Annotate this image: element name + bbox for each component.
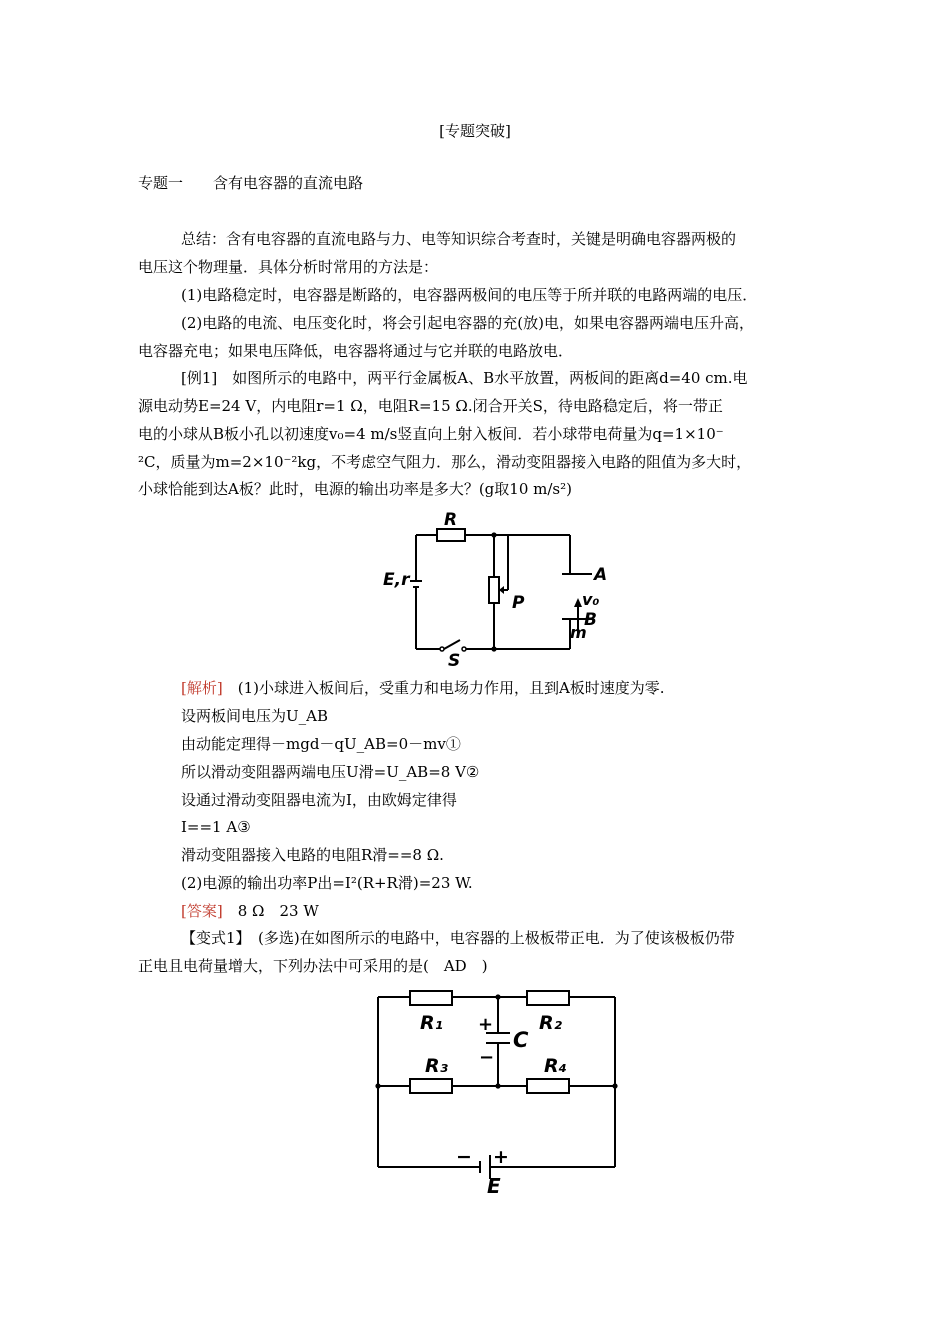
solution-line-1: [解析] (1)小球进入板间后，受重力和电场力作用，且到A板时速度为零. [181,679,665,697]
resistor-r3 [410,1079,452,1093]
label-r3: R₃ [425,1055,448,1077]
resistor-r2 [527,991,569,1005]
label-s: S [448,651,461,670]
example-line: 源电动势E=24 V，内电阻r=1 Ω，电阻R=15 Ω.闭合开关S，待电路稳定后，将一带正 [138,397,723,415]
label-r2: R₂ [539,1012,562,1034]
solution-line: 设两板间电压为U_AB [181,707,328,725]
label-plus: + [478,1014,494,1035]
label-e-r: E,r [383,570,410,590]
answer-text: 8 Ω 23 W [222,902,319,920]
label-p: P [512,593,525,613]
answer-line [181,900,319,922]
label-v0: v₀ [582,590,600,609]
label-battery-plus: + [493,1146,509,1168]
label-r: R [444,510,458,530]
section-header: [专题突破] [439,122,511,140]
solution-line: (2)电源的输出功率P出=I²(R+R滑)=23 W. [181,874,473,892]
topic-title: 专题一 含有电容器的直流电路 [138,174,364,192]
circuit-diagram-2 [370,985,630,1197]
label-a: A [594,565,608,585]
label-e: E [487,1174,501,1197]
resistor-r1 [410,991,452,1005]
solution-line: I==1 A③ [181,818,251,836]
label-b: B [584,610,597,630]
label-m: m [570,623,587,642]
answer-tag: [答案] [181,902,223,920]
resistor-r [437,529,465,541]
summary-line: 总结：含有电容器的直流电路与力、电等知识综合考查时，关键是明确电容器两极的 [181,230,737,248]
rheostat [489,577,499,603]
example-line: [例1] 如图所示的电路中，两平行金属板A、B水平放置，两板间的距离d=40 cm.电 [181,369,748,387]
example-line: 电的小球从B板小孔以初速度v₀=4 m/s竖直向上射入板间．若小球带电荷量为q=1×10⁻ [138,425,724,443]
summary-line: 电容器充电；如果电压降低，电容器将通过与它并联的电路放电． [138,342,574,360]
solution-line: 由动能定理得－mgd－qU_AB=0－mv① [181,735,461,753]
summary-line: 电压这个物理量．具体分析时常用的方法是： [138,258,439,276]
example-line: ²C，质量为m=2×10⁻²kg，不考虑空气阻力．那么，滑动变阻器接入电路的阻值为多大时， [138,453,752,471]
label-battery-minus: − [456,1146,472,1168]
variant-line: 【变式1】 (多选)在如图所示的电路中，电容器的上极板带正电．为了使该极板仍带 [181,929,735,947]
summary-line: (2)电路的电流、电压变化时，将会引起电容器的充(放)电，如果电容器两端电压升高， [181,314,754,332]
solution-line: 滑动变阻器接入电路的电阻R滑==8 Ω. [181,846,444,864]
label-minus: − [479,1047,495,1068]
solution-line: 设通过滑动变阻器电流为I，由欧姆定律得 [181,791,457,809]
label-r1: R₁ [420,1012,443,1034]
summary-line: (1)电路稳定时，电容器是断路的，电容器两极间的电压等于所并联的电路两端的电压． [181,286,758,304]
solution-line: 所以滑动变阻器两端电压U滑=U_AB=8 V② [181,763,480,781]
circuit-diagram-1 [380,506,630,670]
resistor-r4 [527,1079,569,1093]
solution-tag: [解析] [181,679,223,697]
label-r4: R₄ [544,1055,567,1077]
label-c: C [513,1028,529,1052]
variant-line: 正电且电荷量增大，下列办法中可采用的是( AD ) [138,957,488,975]
example-line: 小球恰能到达A板？此时，电源的输出功率是多大？(g取10 m/s²) [138,480,572,498]
